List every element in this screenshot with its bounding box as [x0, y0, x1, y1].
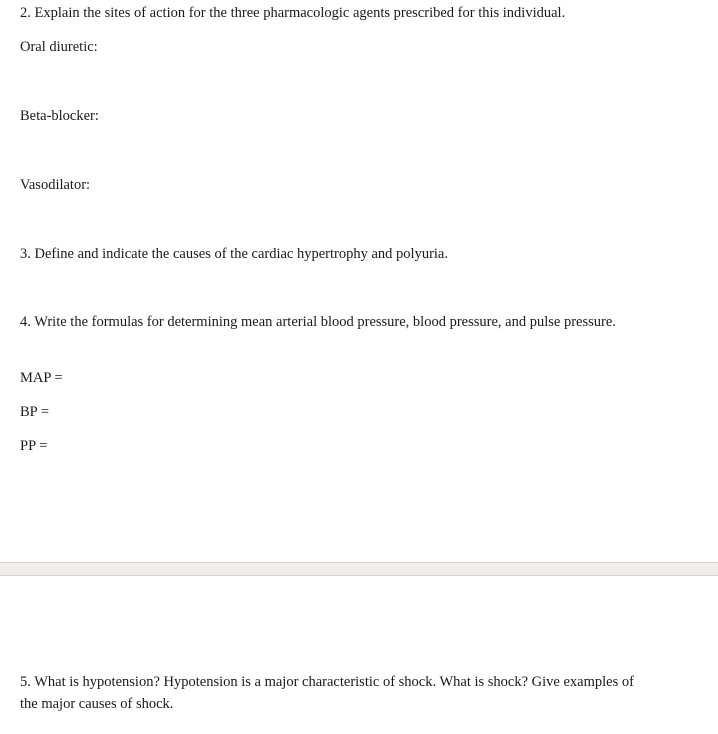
- map-formula-label: MAP =: [20, 370, 63, 386]
- question-4-prompt: 4. Write the formulas for determining mean arterial blood pressure, blood pressure, and pulse pressure.: [20, 314, 616, 330]
- beta-blocker-label: Beta-blocker:: [20, 108, 99, 124]
- vasodilator-label: Vasodilator:: [20, 177, 91, 193]
- question-5-prompt: 5. What is hypotension? Hypotension is a major characteristic of shock. What is shock? Give examples of the major causes of shock.: [20, 674, 634, 712]
- page-separator: [0, 562, 718, 576]
- question-3-prompt: 3. Define and indicate the causes of the cardiac hypertrophy and polyuria.: [20, 246, 448, 262]
- oral-diuretic-label: Oral diuretic:: [20, 39, 98, 55]
- bp-formula-label: BP =: [20, 404, 49, 420]
- question-2-prompt: 2. Explain the sites of action for the three pharmacologic agents prescribed for this individual.: [20, 5, 566, 21]
- document-page-2: [0, 576, 718, 734]
- pp-formula-label: PP =: [20, 438, 48, 454]
